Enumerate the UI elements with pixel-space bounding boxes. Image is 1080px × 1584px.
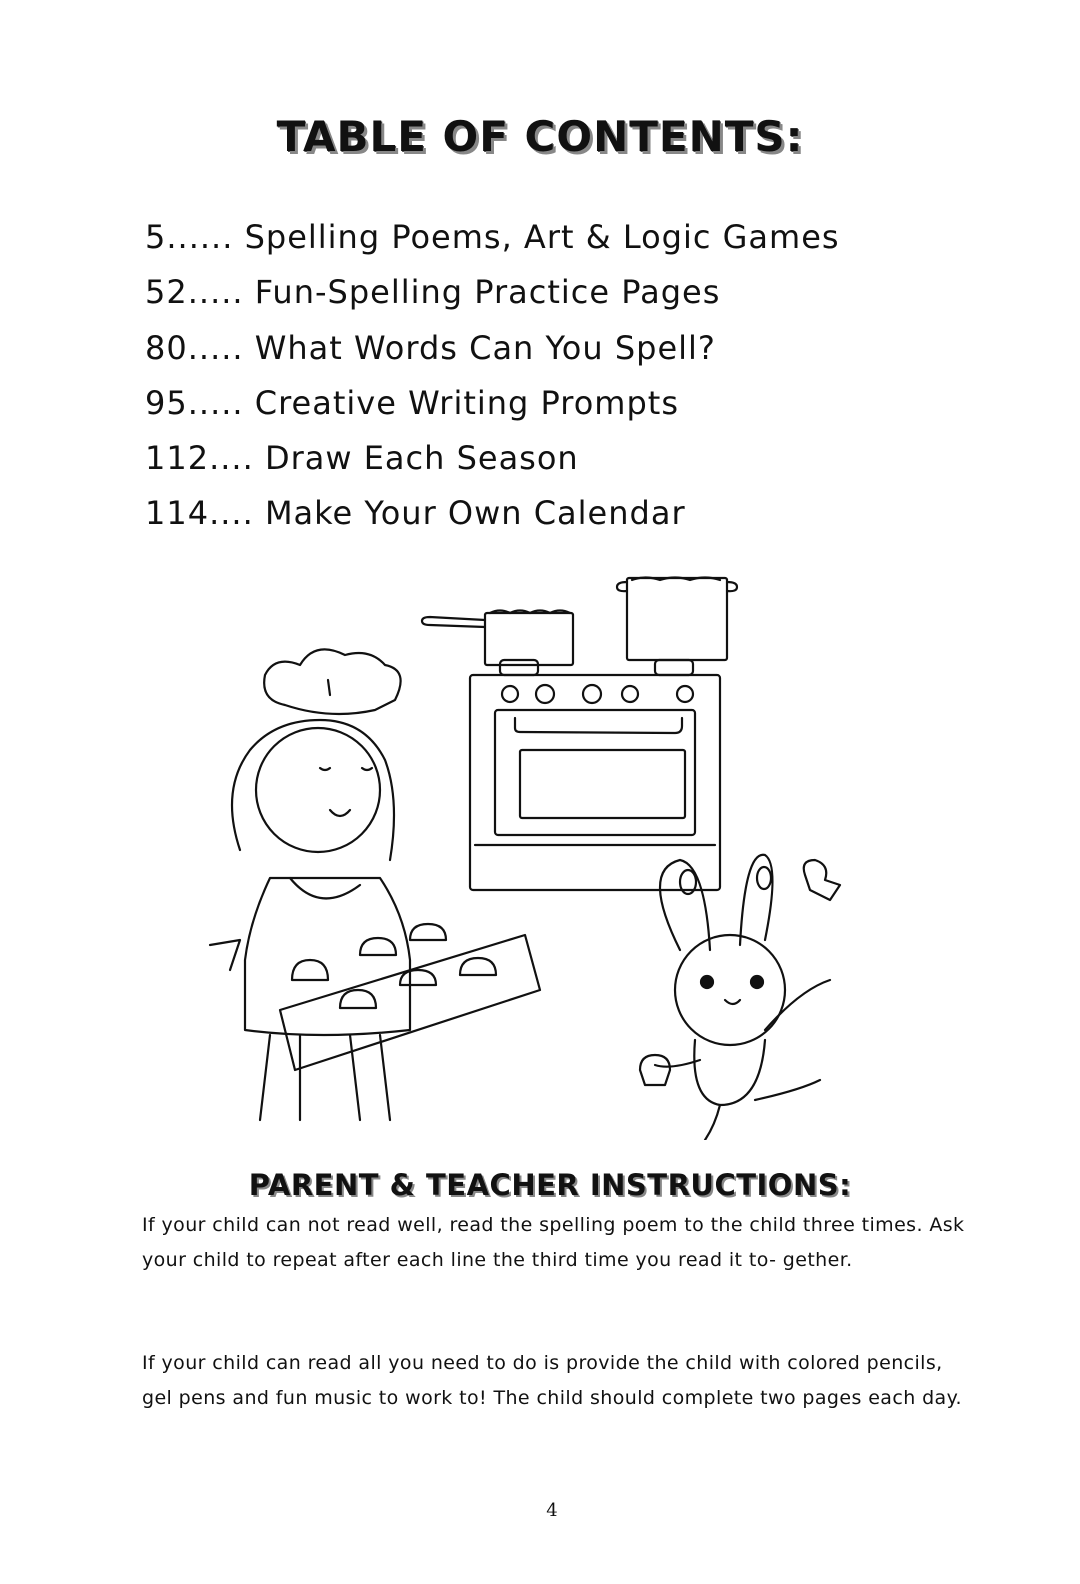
table-of-contents (145, 210, 840, 542)
toc-item (145, 431, 840, 486)
toc-dots: .... (209, 494, 254, 533)
toc-item (145, 210, 840, 265)
instructions-paragraph: If your child can not read well, read the spelling poem to the child three times. Ask your child to repeat after each line the third time you read it to- gether. (142, 1214, 965, 1271)
toc-page-number: 80 (145, 328, 188, 367)
toc-page-number: 112 (145, 439, 210, 478)
toc-page-number: 52 (145, 273, 188, 312)
toc-dots: ...... (166, 218, 234, 256)
toc-dots: ..... (187, 328, 244, 367)
toc-item (145, 265, 840, 320)
toc-item (145, 321, 840, 376)
toc-label: Creative Writing Prompts (254, 383, 679, 422)
toc-page-number: 5 (145, 218, 167, 256)
toc-dots: .... (209, 439, 254, 478)
toc-label: Draw Each Season (264, 439, 579, 478)
instructions-paragraph: If your child can read all you need to do is provide the child with colored pencils, gel pens and fun music to work to! The child should complete two pages each day. (142, 1352, 962, 1409)
kitchen-illustration (200, 560, 880, 1140)
toc-item (145, 486, 840, 541)
instructions-heading: PARENT & TEACHER INSTRUCTIONS: (248, 1168, 852, 1202)
toc-label: Fun-Spelling Practice Pages (254, 273, 721, 312)
toc-label: Spelling Poems, Art & Logic Games (244, 218, 840, 256)
toc-item (145, 376, 840, 431)
toc-page-number: 114 (145, 494, 210, 533)
stockpot-icon (617, 578, 737, 661)
toc-dots: ..... (187, 383, 244, 422)
girl-chef-icon (210, 649, 540, 1120)
toc-page-number: 95 (145, 383, 188, 422)
toc-label: What Words Can You Spell? (254, 328, 716, 367)
stove-icon (470, 660, 720, 890)
toc-label: Make Your Own Calendar (264, 494, 686, 533)
page-title: TABLE OF CONTENTS: (276, 112, 804, 161)
saucepan-icon (422, 611, 573, 666)
page-number: 4 (546, 1500, 558, 1521)
toc-dots: ..... (187, 273, 244, 312)
bunny-icon (640, 855, 840, 1140)
